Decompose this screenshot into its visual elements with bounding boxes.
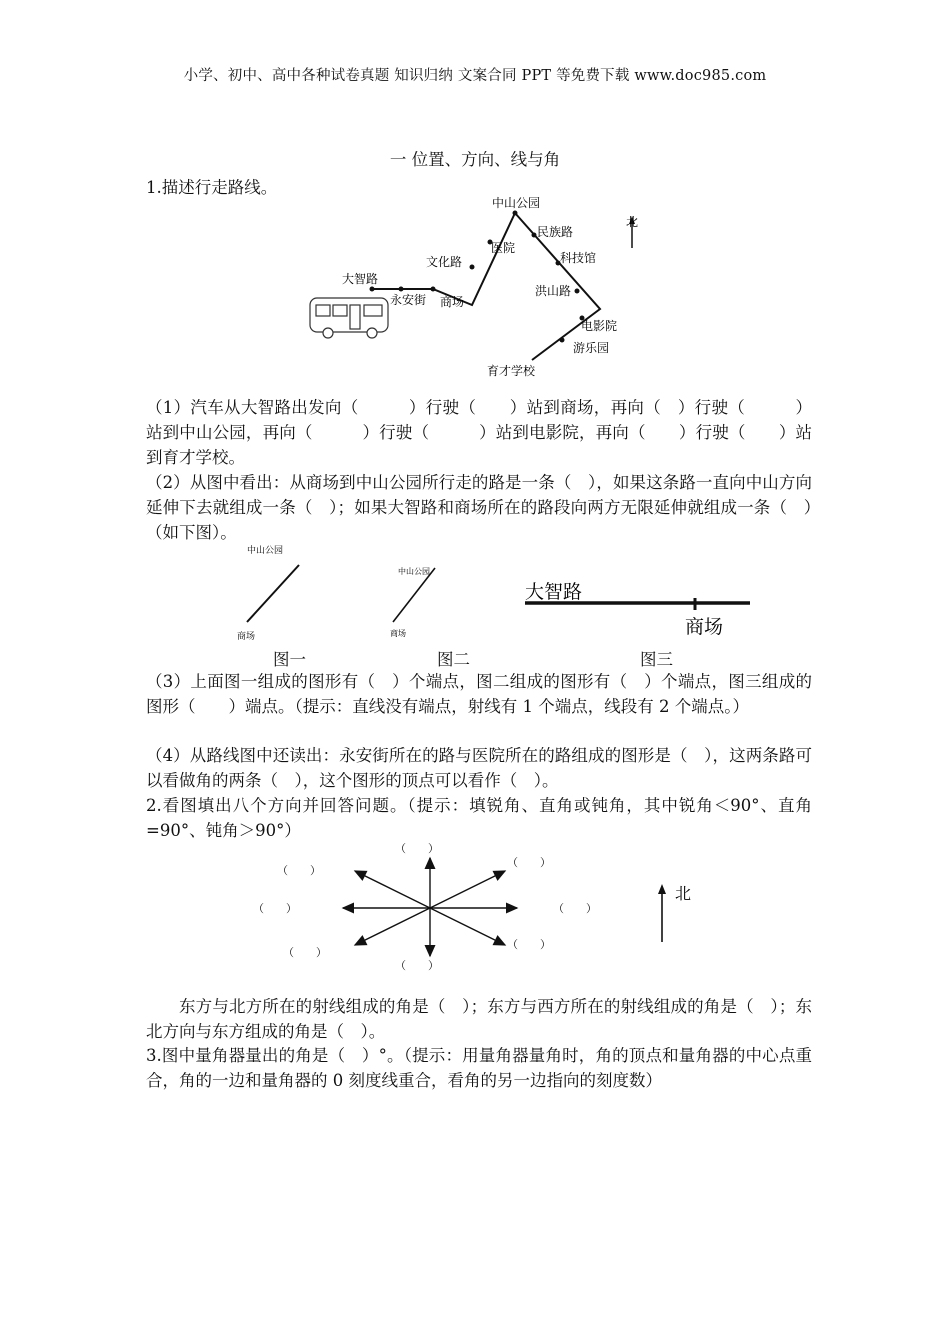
route-map xyxy=(300,190,660,385)
paren-sw: （ ） xyxy=(283,946,327,959)
f1-top-label: 中山公园 xyxy=(247,546,284,556)
label-wenhua: 文化路 xyxy=(426,255,463,269)
label-zhongshan: 中山公园 xyxy=(492,196,541,210)
paren-s: （ ） xyxy=(395,959,439,972)
paren-nw: （ ） xyxy=(277,864,321,877)
paren-w: （ ） xyxy=(253,902,297,915)
q1-part4: （4）从路线图中还读出：永安街所在的路与医院所在的路组成的图形是（ ），这两条路可以看做角的两条（ ），这个图形的顶点可以看作（ ）。 xyxy=(146,746,812,790)
eight-directions-diagram xyxy=(245,838,720,978)
f2-top-label: 中山公园 xyxy=(398,567,430,576)
caption-fig3: 图三 xyxy=(640,650,673,669)
bus-icon xyxy=(310,298,388,338)
label-hongshan: 洪山路 xyxy=(535,284,572,298)
paren-n: （ ） xyxy=(395,842,439,855)
label-yongan: 永安街 xyxy=(390,293,427,307)
f2-bottom-label: 商场 xyxy=(390,629,406,638)
north-label: 北 xyxy=(675,884,692,903)
label-youle: 游乐园 xyxy=(573,341,610,355)
figures-row xyxy=(225,540,765,645)
label-yiyuan: 医院 xyxy=(491,241,516,255)
label-keji: 科技馆 xyxy=(560,251,597,265)
q1-part3: （3）上面图一组成的图形有（ ）个端点，图二组成的图形有（ ）个端点，图三组成的图形（ ）端点。（提示：直线没有端点，射线有 1 个端点，线段有 2 个端点。） xyxy=(146,672,812,716)
q1-heading: 1.描述行走路线。 xyxy=(146,178,278,197)
paren-ne: （ ） xyxy=(507,856,551,869)
q1-part2: （2）从图中看出：从商场到中山公园所行走的路是一条（ ），如果这条路一直向中山方向延伸下去就组成一条（ ）；如果大智路和商场所在的路段向两方无限延伸就组成一条（ ）（如下图）。 xyxy=(146,473,812,542)
label-yucai: 育才学校 xyxy=(487,364,536,378)
paren-se: （ ） xyxy=(507,938,551,951)
label-north: 北 xyxy=(626,215,639,229)
page-header: 小学、初中、高中各种试卷真题 知识归纳 文案合同 PPT 等免费下载 www.doc985.com xyxy=(183,68,767,84)
q1-part1: （1）汽车从大智路出发向（ ）行驶（ ）站到商场，再向（ ）行驶（ ）站到中山公园，再向（ ）行驶（ ）站到电影院，再向（ ）行驶（ ）站到育才学校。 xyxy=(146,398,812,467)
q2-answer: 东方与北方所在的射线组成的角是（ ）；东方与西方所在的射线组成的角是（ ）；东北方向与东方组成的角是（ ）。 xyxy=(146,997,812,1041)
label-minzu: 民族路 xyxy=(537,225,574,239)
label-dazhi: 大智路 xyxy=(342,272,379,286)
label-shangchang: 商场 xyxy=(440,295,465,309)
caption-fig2: 图二 xyxy=(437,650,470,669)
label-dianying: 电影院 xyxy=(581,319,618,333)
f3-right-label: 商场 xyxy=(685,616,724,638)
fig1-segment xyxy=(247,565,299,622)
caption-fig1: 图一 xyxy=(273,650,306,669)
page-title: 一 位置、方向、线与角 xyxy=(389,150,561,169)
fig2-ray xyxy=(393,568,435,622)
q2-heading: 2.看图填出八个方向并回答问题。（提示：填锐角、直角或钝角，其中锐角＜90°、直角=90°、钝角＞90°） xyxy=(146,796,812,840)
q3-text: 3.图中量角器量出的角是（ ）°。（提示：用量角器量角时，角的顶点和量角器的中心点重合，角的一边和量角器的 0 刻度线重合，看角的另一边指向的刻度数） xyxy=(146,1046,812,1090)
paren-e: （ ） xyxy=(553,902,597,915)
f3-left-label: 大智路 xyxy=(525,581,583,603)
f1-bottom-label: 商场 xyxy=(237,632,256,642)
